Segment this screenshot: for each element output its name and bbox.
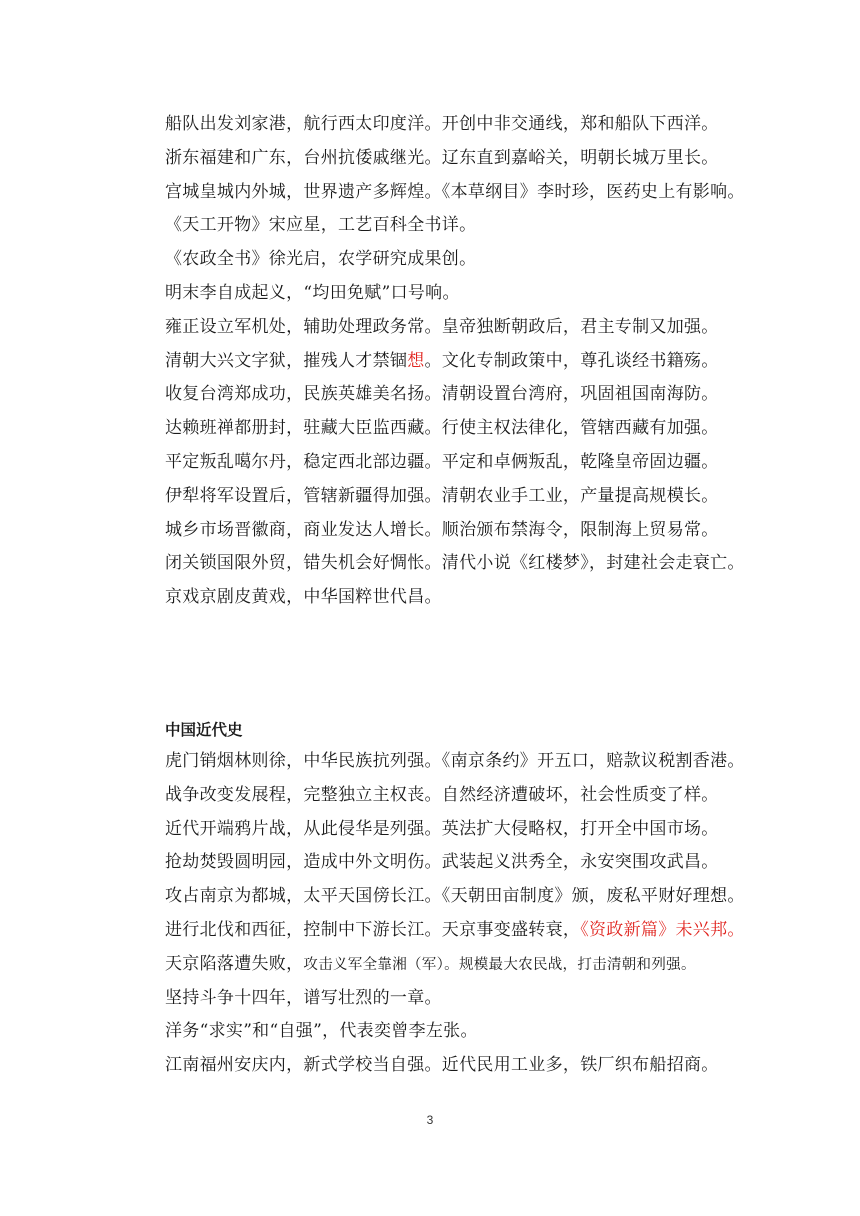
section-heading: 中国近代史 xyxy=(165,721,243,739)
small-text-segment: 攻击义军全靠湘（军）。规模最大农民战，打击清朝和列强。 xyxy=(303,956,696,973)
page-number: 3 xyxy=(426,1113,434,1127)
text-line: 闭关锁国限外贸，错失机会好惆怅。清代小说《红楼梦》，封建社会走衰亡。 xyxy=(165,553,745,574)
poem-block-ming-qing xyxy=(165,108,845,615)
text-line: 京戏京剧皮黄戏，中华国粹世代昌。 xyxy=(165,587,442,608)
poem-block-modern-history xyxy=(165,715,845,1083)
text-line: 雍正设立军机处，辅助处理政务常。皇帝独断朝政后，君主专制又加强。 xyxy=(165,316,719,337)
text-line: 虎门销烟林则徐，中华民族抗列强。《南京条约》开五口，赔款议税割香港。 xyxy=(165,751,745,771)
text-line: 洋务“求实”和“自强”，代表奕曾李左张。 xyxy=(165,1021,478,1042)
text-line: 《天工开物》宋应星，工艺百科全书详。 xyxy=(165,215,477,236)
text-segment: 。文化专制政策中，尊孔谈经书籍殇。 xyxy=(424,350,719,371)
text-line-mixed-size xyxy=(165,948,845,982)
text-line: 抢劫焚毁圆明园，造成中外文明伤。武装起义洪秀全，永安突围攻武昌。 xyxy=(165,852,719,873)
text-line: 战争改变发展程，完整独立主权丧。自然经济遭破坏，社会性质变了样。 xyxy=(165,784,719,805)
text-segment: 清朝大兴文字狱，摧残人才禁锢 xyxy=(165,350,408,371)
text-line: 江南福州安庆内，新式学校当自强。近代民用工业多，铁厂织布船招商。 xyxy=(165,1055,719,1076)
text-line: 近代开端鸦片战，从此侵华是列强。英法扩大侵略权，打开全中国市场。 xyxy=(165,818,719,839)
text-line: 船队出发刘家港，航行西太印度洋。开创中非交通线，郑和船队下西洋。 xyxy=(165,114,719,134)
text-line: 达赖班禅都册封，驻藏大臣监西藏。行使主权法律化，管辖西藏有加强。 xyxy=(165,418,719,439)
text-line: 宫城皇城内外城，世界遗产多辉煌。《本草纲目》李时珍，医药史上有影响。 xyxy=(165,181,745,202)
text-segment: 天京陷落遭失败， xyxy=(165,953,304,974)
text-line: 攻占南京为都城，太平天国傍长江。《天朝田亩制度》颁，废私平财好理想。 xyxy=(165,886,745,907)
text-line-with-highlight xyxy=(165,345,845,379)
text-line: 收复台湾郑成功，民族英雄美名扬。清朝设置台湾府，巩固祖国南海防。 xyxy=(165,384,719,405)
text-line: 平定叛乱噶尔丹，稳定西北部边疆。平定和卓俩叛乱，乾隆皇帝固边疆。 xyxy=(165,451,719,472)
text-line: 伊犁将军设置后，管辖新疆得加强。清朝农业手工业，产量提高规模长。 xyxy=(165,485,719,506)
highlighted-text: 《资政新篇》未兴邦。 xyxy=(580,919,745,940)
text-line-with-highlight xyxy=(165,914,845,948)
text-line: 浙东福建和广东，台州抗倭戚继光。辽东直到嘉峪关，明朝长城万里长。 xyxy=(165,147,719,168)
text-line: 坚持斗争十四年，谱写壮烈的一章。 xyxy=(165,987,442,1008)
highlighted-text: 想 xyxy=(407,350,425,371)
text-segment: 进行北伐和西征，控制中下游长江。天京事变盛转衰， xyxy=(165,919,581,940)
text-line: 城乡市场晋徽商，商业发达人增长。顺治颁布禁海令，限制海上贸易常。 xyxy=(165,519,719,540)
text-line: 《农政全书》徐光启，农学研究成果创。 xyxy=(165,249,477,270)
text-line: 明末李自成起义，“均田免赋”口号响。 xyxy=(165,282,460,303)
